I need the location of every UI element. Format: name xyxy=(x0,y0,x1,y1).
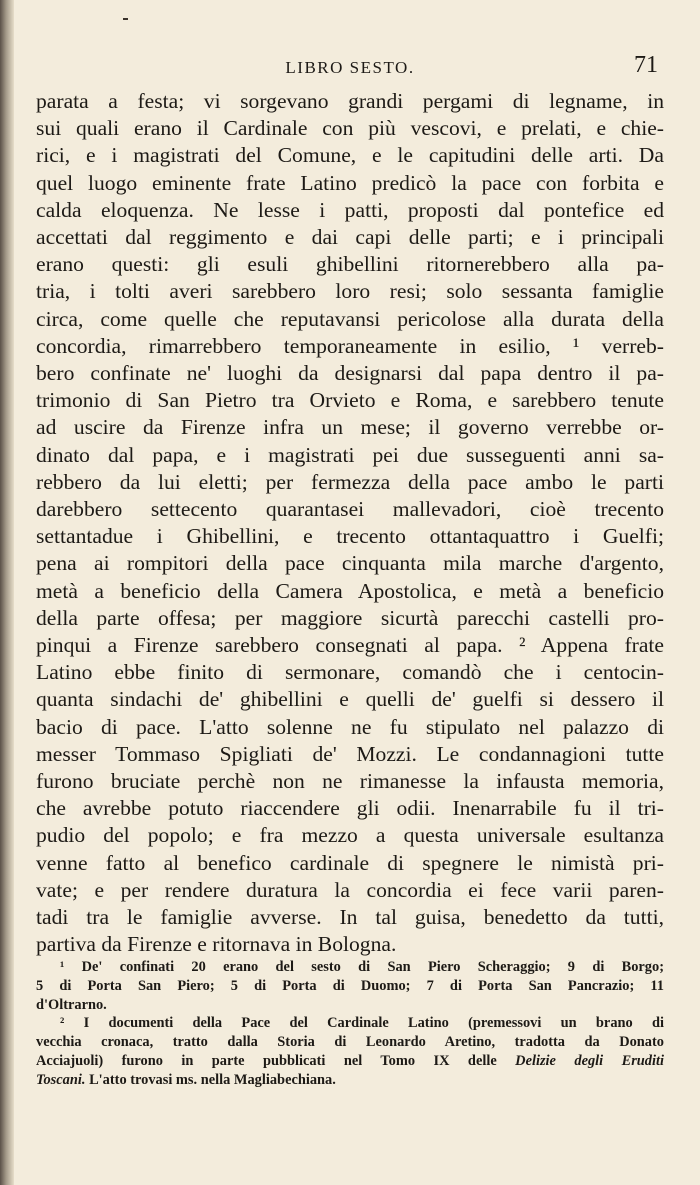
text-line: pena ai rompitori della pace cinquanta mila marche d'argento, xyxy=(36,551,664,576)
text-line: accettati dal reggimento e dai capi delle parti; e i principali xyxy=(36,225,664,250)
page-number: 71 xyxy=(634,52,658,78)
text-line: che avrebbe potuto riaccendere gli odii. Inenarrabile fu il tri- xyxy=(36,796,664,821)
text-line: quanta sindachi de' ghibellini e quelli de' guelfi si dessero il xyxy=(36,687,664,712)
text-line: Latino ebbe finito di sermonare, comandò che i centocin- xyxy=(36,660,664,685)
text-line: rici, e i magistrati del Comune, e le capitudini delle arti. Da xyxy=(36,143,664,168)
cited-work-title: Delizie degli Eruditi xyxy=(515,1052,664,1069)
text-line: della parte offesa; per maggiore sicurtà parecchi castelli pro- xyxy=(36,605,664,630)
running-head: LIBRO SESTO. xyxy=(285,58,415,77)
text-line: pudio del popolo; e fra mezzo a questa universale esultanza xyxy=(36,823,664,848)
text-line: vate; e per rendere duratura la concordia ei fece varii paren- xyxy=(36,877,664,902)
footnote-1 xyxy=(36,958,664,1014)
text-line: tria, i tolti averi sarebbero loro resi; solo sessanta famiglie xyxy=(36,279,664,304)
footnote-text: Acciajuoli) furono in parte pubblicati nel Tomo IX delle xyxy=(36,1052,497,1069)
text-line: calda eloquenza. Ne lesse i patti, proposti dal pontefice ed xyxy=(36,197,664,222)
text-line: circa, come quelle che reputavansi pericolose alla durata della xyxy=(36,306,664,331)
main-text xyxy=(36,88,664,959)
text-line: ad uscire da Firenze infra un mese; il governo verrebbe or- xyxy=(36,415,664,440)
text-line: settantadue i Ghibellini, e trecento ottantaquattro i Guelfi; xyxy=(36,524,664,549)
text-line: erano questi: gli esuli ghibellini ritornerebbero alla pa- xyxy=(36,252,664,277)
footnote-text: L'atto trovasi ms. nella Magliabechiana. xyxy=(89,1071,336,1088)
text-line: tadi tra le famiglie avverse. In tal guisa, benedetto da tutti, xyxy=(36,905,664,930)
text-line: trimonio di San Pietro tra Orvieto e Roma, e sarebbero tenute xyxy=(36,388,664,413)
cited-work-title-cont: Toscani. xyxy=(36,1071,86,1088)
footnote-line: 5 di Porta San Piero; 5 di Porta di Duomo; 7 di Porta San Pancrazio; 11 xyxy=(36,977,664,994)
footnote-line: ² I documenti della Pace del Cardinale Latino (premessovi un brano di xyxy=(60,1015,664,1032)
text-line: rebbero da lui eletti; per fermezza della pace ambo le parti xyxy=(36,469,664,494)
text-line: bero confinate ne' luoghi da designarsi dal papa dentro il pa- xyxy=(36,361,664,386)
footnote-line: vecchia cronaca, tratto dalla Storia di Leonardo Aretino, tradotta da Donato xyxy=(36,1034,664,1051)
text-line: parata a festa; vi sorgevano grandi pergami di legname, in xyxy=(36,89,664,113)
text-line: venne fatto al benefico cardinale di spegnere le nimistà pri- xyxy=(36,850,664,875)
text-line: messer Tommaso Spigliati de' Mozzi. Le condannagioni tutte xyxy=(36,741,664,766)
book-spine-shadow xyxy=(0,0,14,1185)
text-line: metà a beneficio della Camera Apostolica, e metà a beneficio xyxy=(36,578,664,603)
text-line: darebbero settecento quarantasei mallevadori, cioè trecento xyxy=(36,497,664,522)
footnote-2 xyxy=(36,1014,664,1089)
text-line: quel luogo eminente frate Latino predicò la pace con forbita e xyxy=(36,170,664,195)
text-line-last: partiva da Firenze e ritornava in Bologna. xyxy=(36,932,397,957)
text-line: furono bruciate perchè non ne rimanesse la infausta memoria, xyxy=(36,769,664,794)
text-line: pinqui a Firenze sarebbero consegnati al papa. ² Appena frate xyxy=(36,633,664,658)
print-speck xyxy=(123,18,128,20)
footnote-line xyxy=(36,1071,664,1090)
footnotes xyxy=(36,958,664,1090)
footnote-line: ¹ De' confinati 20 erano del sesto di San Piero Scheraggio; 9 di Borgo; xyxy=(60,959,664,975)
page-header xyxy=(36,52,664,88)
footnote-line xyxy=(36,1052,664,1071)
footnote-line: d'Oltrarno. xyxy=(36,996,107,1013)
text-line: dinato dal papa, e i magistrati pei due susseguenti anni sa- xyxy=(36,442,664,467)
text-line: bacio di pace. L'atto solenne ne fu stipulato nel palazzo di xyxy=(36,714,664,739)
text-line: concordia, rimarrebbero temporaneamente in esilio, ¹ verreb- xyxy=(36,333,664,358)
text-line: sui quali erano il Cardinale con più vescovi, e prelati, e chie- xyxy=(36,116,664,141)
